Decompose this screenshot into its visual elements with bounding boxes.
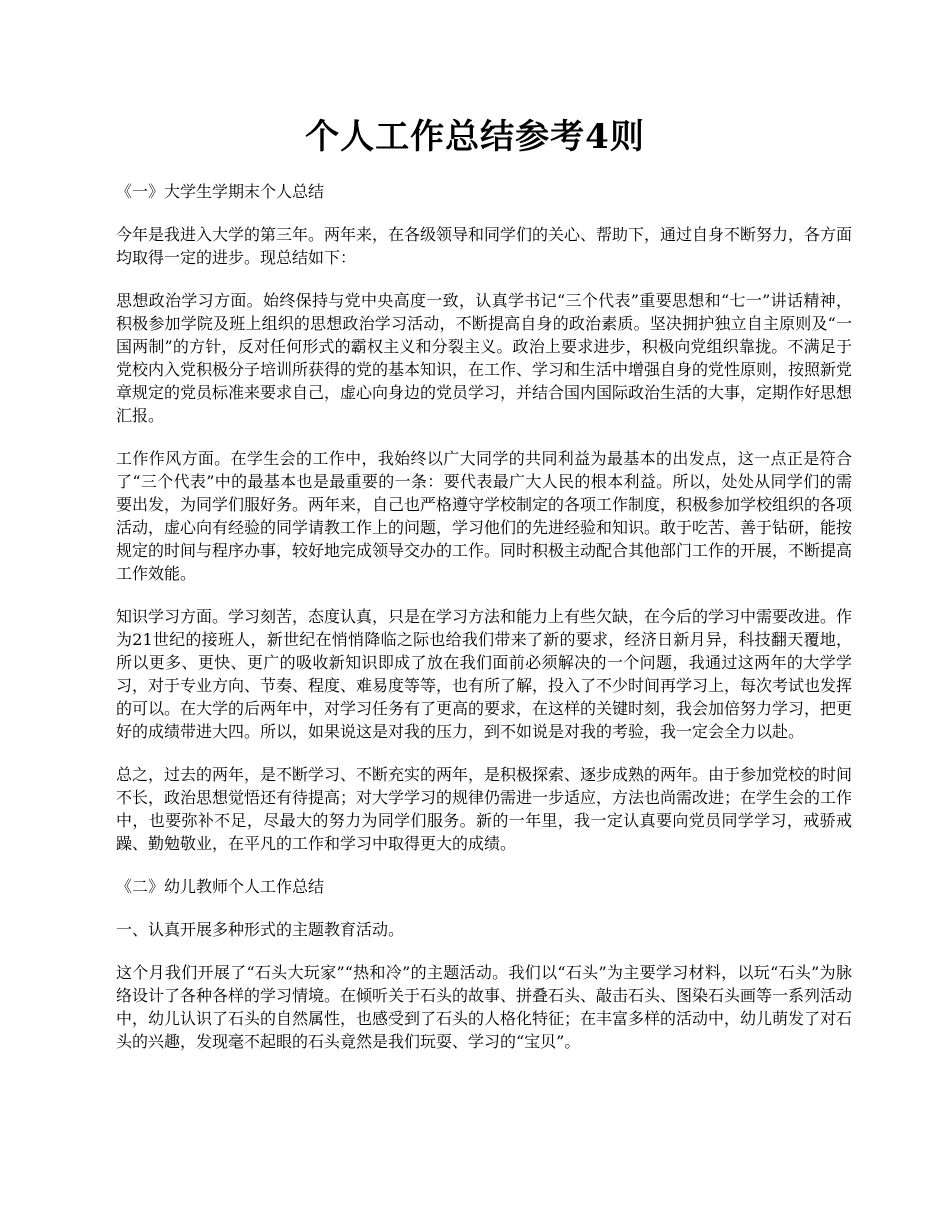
document-title: 个人工作总结参考4则	[305, 117, 645, 157]
paragraph: 今年是我进入大学的第三年。两年来，在各级领导和同学们的关心、帮助下，通过自身不断努力，各方面均取得一定的进步。现总结如下：	[116, 225, 853, 267]
document-body	[116, 180, 852, 1073]
paragraph: 这个月我们开展了“石头大玩家”“热和冷”的主题活动。我们以“石头”为主要学习材料，以玩“石头”为脉络设计了各种各样的学习情境。在倾听关于石头的故事、拼叠石头、敲击石头、图染石头画等一系列活动中，幼儿认识了石头的自然属性，也感受到了石头的人格化特征；在丰富多样的活动中，幼儿萌发了对石头的兴趣，发现毫不起眼的石头竟然是我们玩耍、学习的“宝贝”。	[116, 963, 853, 1051]
paragraph: 总之，过去的两年，是不断学习、不断充实的两年，是积极探索、逐步成熟的两年。由于参加党校的时间不长，政治思想觉悟还有待提高；对大学学习的规律仍需进一步适应，方法也尚需改进；在学生会的工作中，也要弥补不足，尽最大的努力为同学们服务。新的一年里，我一定认真要向党员同学学习，戒骄戒躁、勤勉敬业，在平凡的工作和学习中取得更大的成绩。	[116, 765, 853, 853]
section-heading: 《二》幼儿教师个人工作总结	[116, 877, 325, 896]
subsection-heading: 一、认真开展多种形式的主题教育活动。	[116, 920, 405, 939]
paragraph: 工作作风方面。在学生会的工作中，我始终以广大同学的共同利益为最基本的出发点，这一点正是符合了“三个代表”中的最基本也是最重要的一条：要代表最广大人民的根本利益。所以，处处从同学们的需要出发，为同学们服好务。两年来，自己也严格遵守学校制定的各项工作制度，积极参加学校组织的各项活动，虚心向有经验的同学请教工作上的问题，学习他们的先进经验和知识。敢于吃苦、善于钻研，能按规定的时间与程序办事，较好地完成领导交办的工作。同时积极主动配合其他部门工作的开展，不断提高工作效能。	[116, 449, 853, 583]
paragraph: 思想政治学习方面。始终保持与党中央高度一致，认真学书记“三个代表”重要思想和“七一”讲话精神，积极参加学院及班上组织的思想政治学习活动，不断提高自身的政治素质。坚决拥护独立自主原则及“一国两制”的方针，反对任何形式的霸权主义和分裂主义。政治上要求进步，积极向党组织靠拢。不满足于党校内入党积极分子培训所获得的党的基本知识，在工作、学习和生活中增强自身的党性原则，按照新党章规定的党员标准来要求自己，虚心向身边的党员学习，并结合国内国际政治生活的大事，定期作好思想汇报。	[116, 291, 853, 425]
section-heading: 《一》大学生学期末个人总结	[116, 182, 325, 201]
paragraph: 知识学习方面。学习刻苦，态度认真，只是在学习方法和能力上有些欠缺，在今后的学习中需要改进。作为21世纪的接班人，新世纪在悄悄降临之际也给我们带来了新的要求，经济日新月异，科技翻天覆地，所以更多、更快、更广的吸收新知识即成了放在我们面前必须解决的一个问题，我通过这两年的大学学习，对于专业方向、节奏、程度、难易度等等，也有所了解，投入了不少时间再学习上，每次考试也发挥的可以。在大学的后两年中，对学习任务有了更高的要求，在这样的关键时刻，我会加倍努力学习，把更好的成绩带进大四。所以，如果说这是对我的压力，到不如说是对我的考验，我一定会全力以赴。	[116, 607, 853, 741]
